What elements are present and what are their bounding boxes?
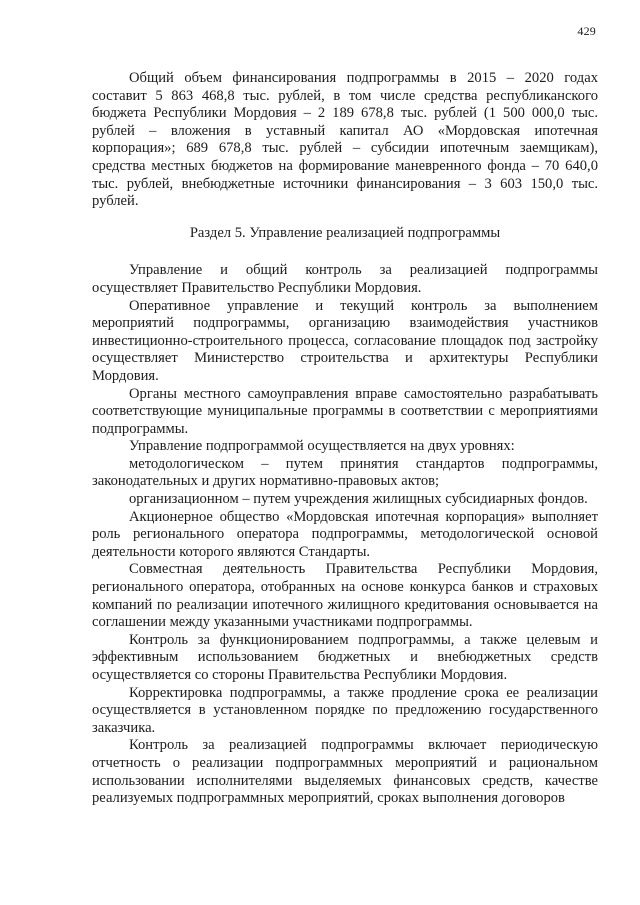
paragraph-joint-activity: Совместная деятельность Правительства Республики Мордовия, регионального оператора, отобранных на основе конкурса банков и страховых компаний по реализации ипотечного жилищного кредитования основывается на соглашении между указанными участниками подпрограммы.	[92, 561, 598, 631]
paragraph-operational-management: Оперативное управление и текущий контроль за выполнением мероприятий подпрограммы, организацию взаимодействия участников инвестиционно-строительного процесса, согласование площадок под застройку осуществляет Министерство строительства и архитектуры Республики Мордовия.	[92, 297, 598, 384]
paragraph-adjustment: Корректировка подпрограммы, а также продление срока ее реализации осуществляется в установленном порядке по предложению государственного заказчика.	[92, 684, 598, 736]
financing-paragraph: Общий объем финансирования подпрограммы в 2015 – 2020 годах составит 5 863 468,8 тыс. рублей, в том числе средства республиканского бюджета Республики Мордовия – 2 189 678,8 тыс. рублей (1 500 000,0 тыс. рублей – вложения в уставный капитал АО «Мордовская ипотечная корпорация»; 689 678,8 тыс. рублей – субсидии ипотечным заемщикам), средства местных бюджетов на формирование маневренного фонда – 70 640,0 тыс. рублей, внебюджетные источники финансирования – 3 603 150,0 тыс. рублей.	[92, 70, 598, 210]
paragraph-management-control: Управление и общий контроль за реализацией подпрограммы осуществляет Правительство Республики Мордовия.	[92, 262, 598, 296]
paragraph-methodological-level: методологическом – путем принятия стандартов подпрограммы, законодательных и других нормативно-правовых актов;	[92, 455, 598, 490]
page-number: 429	[577, 24, 596, 38]
paragraph-local-government: Органы местного самоуправления вправе самостоятельно разрабатывать соответствующие муниципальные программы в соответствии с мероприятиями подпрограммы.	[92, 385, 598, 437]
section-title: Раздел 5. Управление реализацией подпрограммы	[189, 224, 501, 241]
paragraph-reporting-control: Контроль за реализацией подпрограммы включает периодическую отчетность о реализации подпрограммных мероприятий и рациональном использовании исполнителями выделяемых финансовых средств, качестве реализуемых подпрограммных мероприятий, сроках выполнения договоров	[92, 737, 598, 807]
paragraph-two-levels: Управление подпрограммой осуществляется на двух уровнях:	[129, 438, 515, 455]
paragraph-regional-operator: Акционерное общество «Мордовская ипотечная корпорация» выполняет роль регионального оператора подпрограммы, методологической основой деятельности которого являются Стандарты.	[92, 508, 598, 560]
paragraph-organizational-level: организационном – путем учреждения жилищных субсидиарных фондов.	[129, 491, 588, 508]
document-body	[92, 70, 598, 808]
paragraph-functioning-control: Контроль за функционированием подпрограммы, а также целевым и эффективным использованием бюджетных и внебюджетных средств осуществляется со стороны Правительства Республики Мордовия.	[92, 631, 598, 683]
